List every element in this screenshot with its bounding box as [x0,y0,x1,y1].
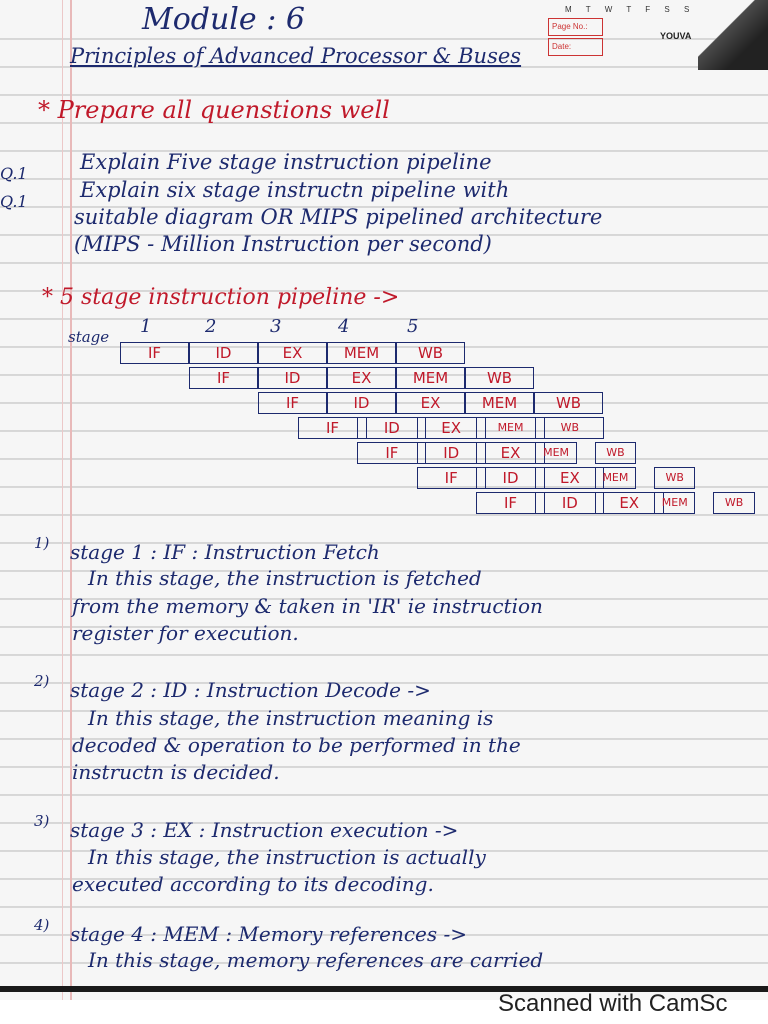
pipeline-cell: EX [476,442,545,464]
pipeline-cell: MEM [654,492,695,514]
notebook-spiral [698,0,768,70]
pipeline-cell: MEM [535,442,576,464]
pipeline-cell: IF [417,467,486,489]
question-text: Explain six stage instructn pipeline with [80,178,510,202]
question-text: Explain Five stage instruction pipeline [80,150,492,174]
page-no-label: Page No.: [548,18,603,36]
pipeline-heading: * 5 stage instruction pipeline -> [42,285,400,310]
scanner-watermark: Scanned with CamSc [498,990,728,1017]
pipeline-cell: EX [535,467,604,489]
pipeline-column-number: 2 [205,316,217,337]
date-label: Date: [548,38,603,56]
stage-description-line: decoded & operation to be performed in the [72,733,521,757]
pipeline-column-number: 1 [140,316,152,337]
question-text: suitable diagram OR MIPS pipelined architecture [74,205,603,229]
pipeline-cell: MEM [327,342,396,364]
pipeline-cell: WB [534,392,603,414]
stage-number: 4) [34,916,50,934]
pipeline-cell: WB [654,467,695,489]
stage-description-line: executed according to its decoding. [72,872,434,896]
question-text: (MIPS - Million Instruction per second) [74,232,492,256]
pipeline-cell: IF [298,417,367,439]
stage-number: 2) [34,672,50,690]
stage-description-line: instructn is decided. [72,760,280,784]
pipeline-cell: EX [396,392,465,414]
stage-heading: stage 4 : MEM : Memory references -> [70,922,468,946]
pipeline-cell: EX [417,417,486,439]
week-letters: M T W T F S S [565,5,696,14]
pipeline-cell: EX [258,342,327,364]
pipeline-cell: EX [327,367,396,389]
pipeline-cell: WB [535,417,604,439]
stage-description-line: In this stage, the instruction meaning is [88,706,494,730]
pipeline-cell: MEM [476,417,545,439]
question-number: Q.1 [0,192,28,211]
pipeline-cell: WB [595,442,636,464]
stage-description-line: from the memory & taken in 'IR' ie instruction [72,594,543,618]
margin-line [70,0,72,1000]
pipeline-cell: ID [189,342,258,364]
pipeline-cell: WB [396,342,465,364]
margin-line [62,0,63,1000]
stage-description-line: In this stage, the instruction is fetched [88,566,482,590]
pipeline-cell: WB [713,492,754,514]
pipeline-cell: IF [189,367,258,389]
pipeline-cell: ID [535,492,604,514]
pipeline-cell: MEM [396,367,465,389]
stage-number: 3) [34,812,50,830]
pipeline-cell: IF [476,492,545,514]
pipeline-cell: ID [357,417,426,439]
pipeline-column-number: 4 [338,316,350,337]
page-title: Module : 6 [142,2,305,37]
pipeline-cell: ID [258,367,327,389]
note-text: * Prepare all quenstions well [38,96,390,124]
page-subtitle: Principles of Advanced Processor & Buses [70,44,522,68]
stage-description-line: In this stage, memory references are carried [88,948,544,972]
pipeline-cell: ID [476,467,545,489]
question-number: Q.1 [0,164,28,183]
stage-description-line: register for execution. [72,621,299,645]
pipeline-cell: EX [595,492,664,514]
pipeline-cell: MEM [595,467,636,489]
pipeline-cell: MEM [465,392,534,414]
pipeline-cell: ID [327,392,396,414]
pipeline-cell: IF [357,442,426,464]
stage-number: 1) [34,534,50,552]
pipeline-cell: WB [465,367,534,389]
stage-label: stage [68,328,110,346]
stage-heading: stage 2 : ID : Instruction Decode -> [70,678,431,702]
brand-logo: YOUVA [660,31,692,41]
stage-heading: stage 1 : IF : Instruction Fetch [70,540,380,564]
pipeline-column-number: 3 [270,316,282,337]
pipeline-cell: IF [258,392,327,414]
pipeline-column-number: 5 [407,316,419,337]
pipeline-cell: ID [417,442,486,464]
stage-heading: stage 3 : EX : Instruction execution -> [70,818,459,842]
stage-description-line: In this stage, the instruction is actually [88,845,486,869]
pipeline-cell: IF [120,342,189,364]
